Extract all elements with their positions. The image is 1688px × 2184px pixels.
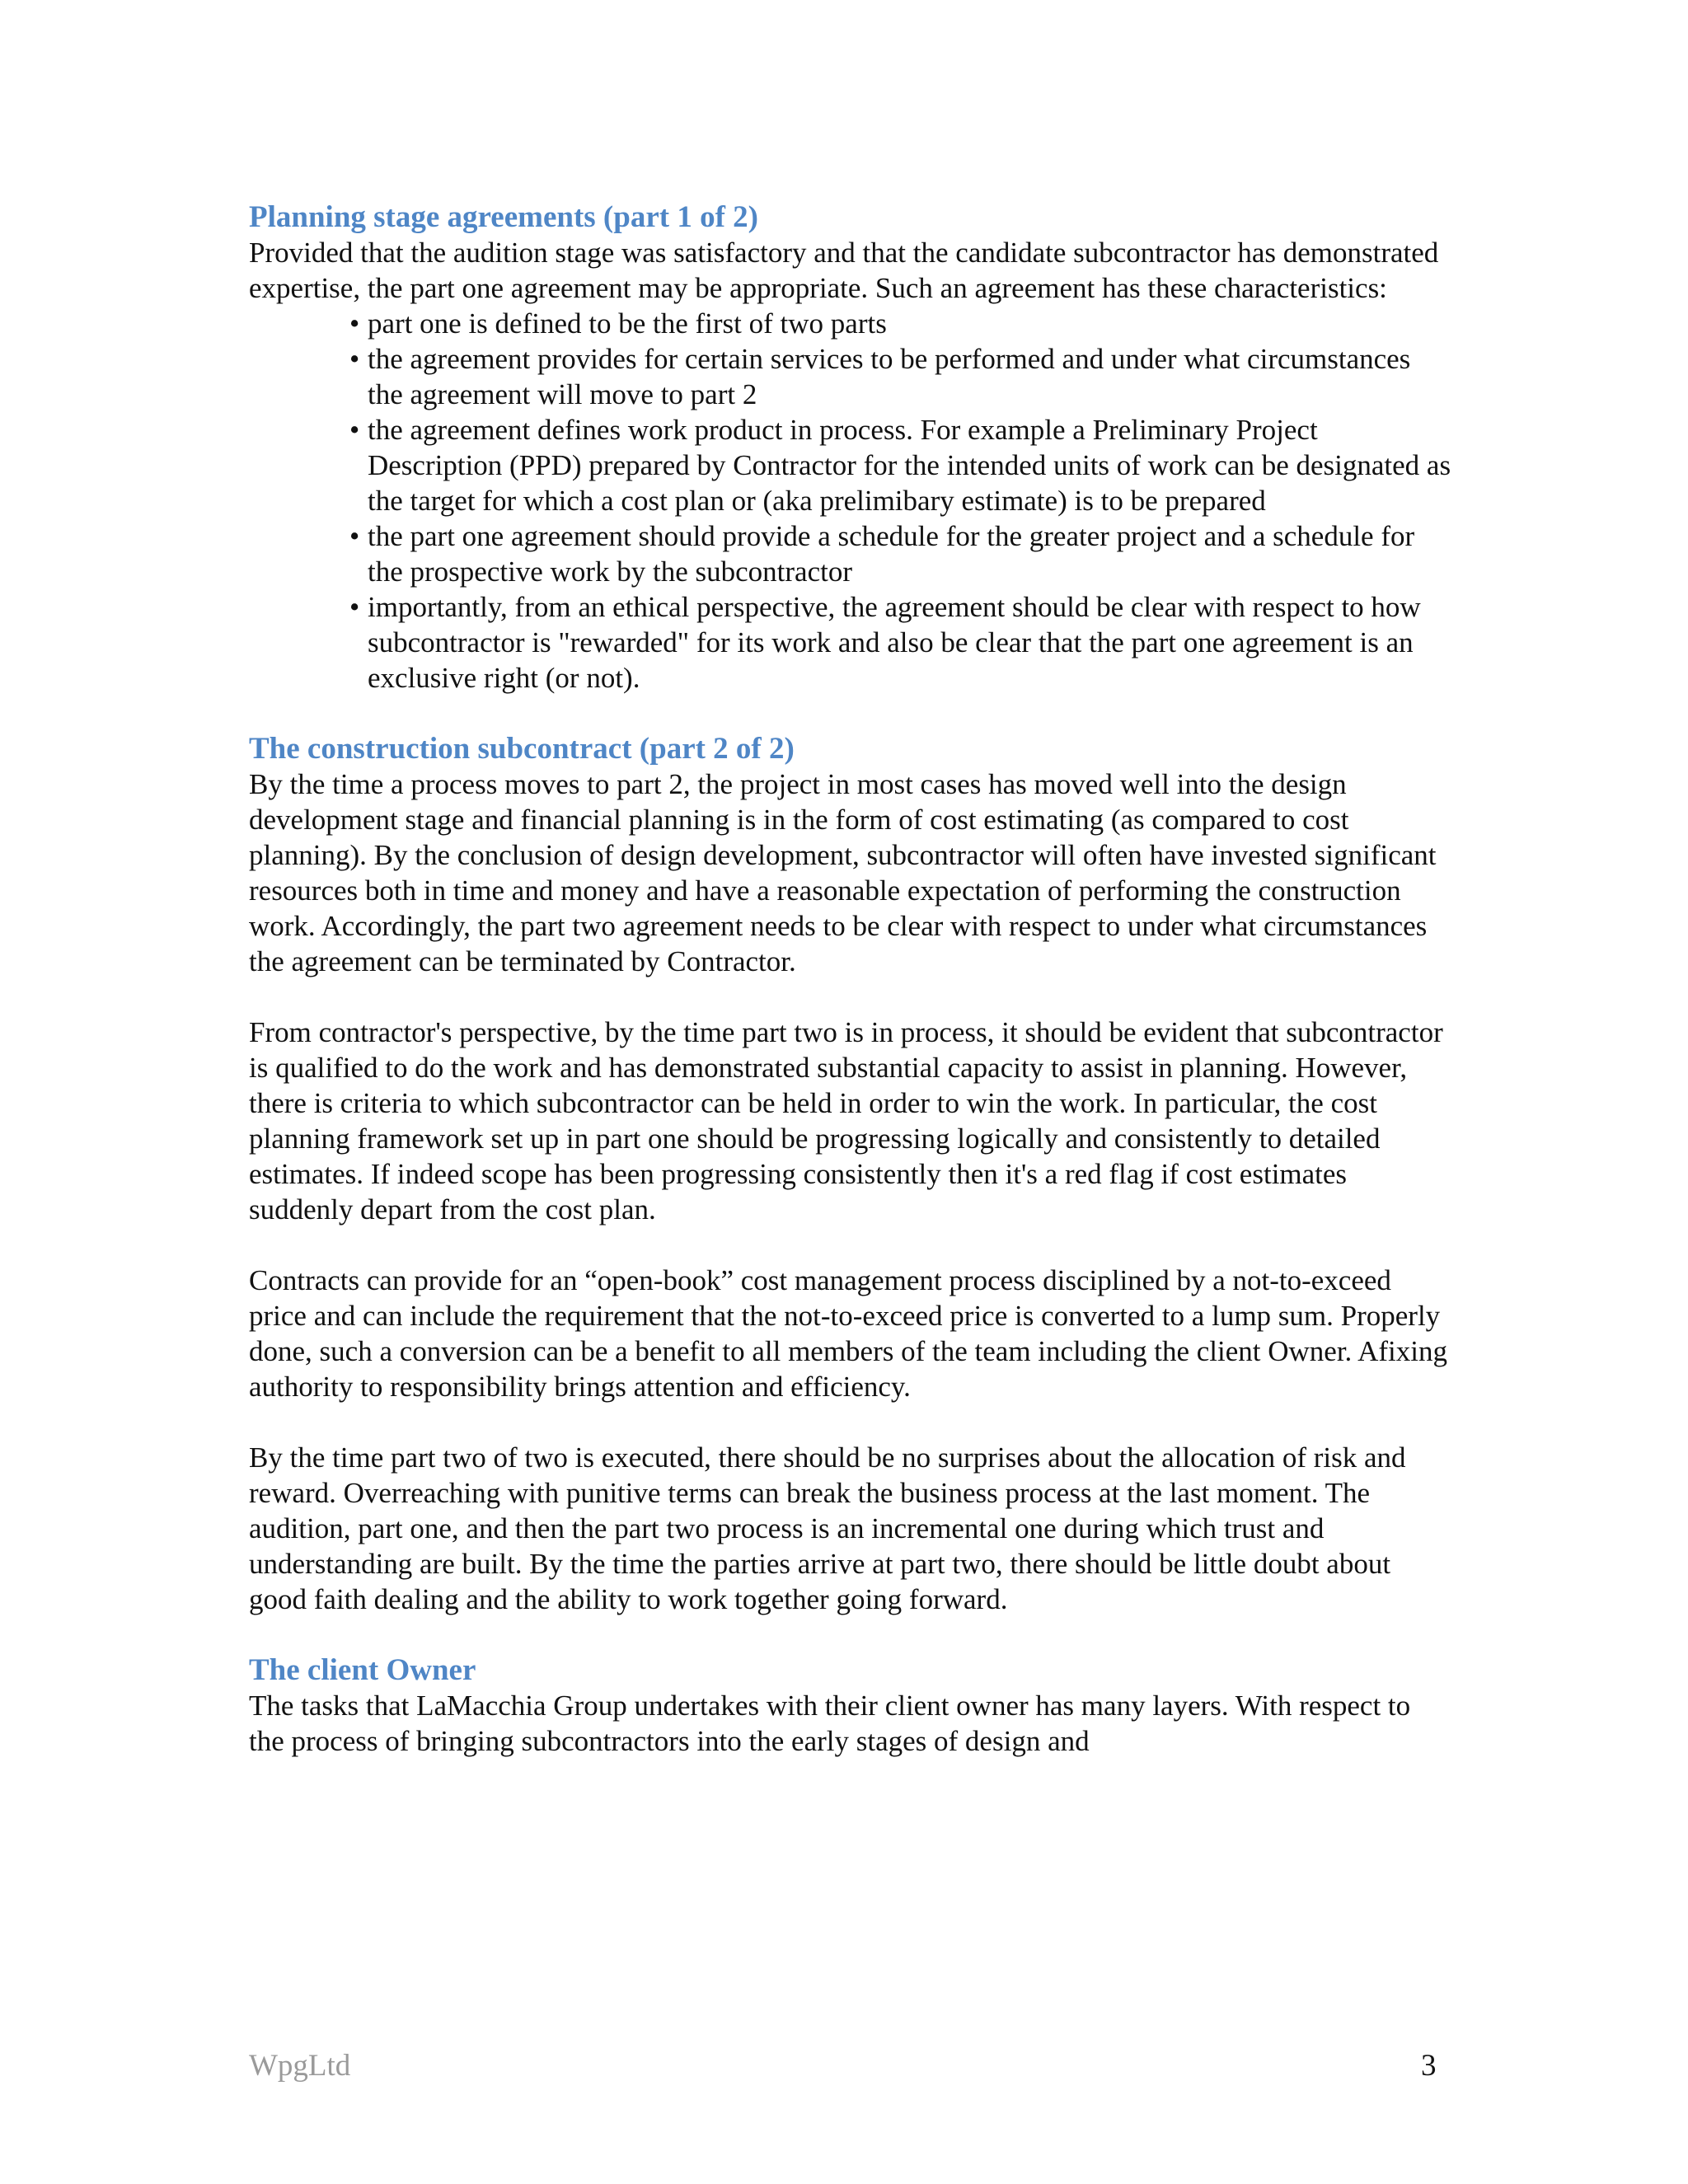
list-item (349, 412, 1452, 518)
document-page (249, 199, 1452, 1759)
list-item-text: part one is defined to be the first of two parts (368, 307, 887, 340)
list-item (349, 306, 1452, 341)
list-item-text: the agreement provides for certain services to be performed and under what circumstances the agreement will move to part 2 (368, 343, 1411, 410)
body-paragraph: The tasks that LaMacchia Group undertakes with their client owner has many layers. With respect to the process of bringing subcontractors into the early stages of design and (249, 1690, 1411, 1757)
footer-company-name: WpgLtd (249, 2049, 351, 2083)
bullet-icon: • (349, 414, 360, 446)
bullet-icon: • (349, 343, 360, 375)
list-item-text: importantly, from an ethical perspective, the agreement should be clear with respect to how subcontractor is "rewarded" for its work and also be clear that the part one agreement is an exclusive right (or not). (368, 591, 1421, 694)
spacer (249, 1617, 1452, 1652)
list-item (349, 589, 1452, 696)
spacer (249, 1227, 1452, 1263)
body-paragraph: Contracts can provide for an “open-book” cost management process disciplined by a not-to-exceed price and can include the requirement that the not-to-exceed price is converted to a lump sum. Properly done, such a conversion can be a benefit to all members of the team including the client Owner. Afixing authority to responsibility brings attention and efficiency. (249, 1264, 1448, 1403)
list-item (349, 341, 1452, 412)
spacer (249, 696, 1452, 731)
section-intro-paragraph: Provided that the audition stage was satisfactory and that the candidate subcontractor has demonstrated expertise, the part one agreement may be appropriate. Such an agreement has these characteristics: (249, 237, 1439, 304)
spacer (249, 1404, 1452, 1440)
bullet-icon: • (349, 591, 360, 623)
section-heading-construction-subcontract: The construction subcontract (part 2 of 2) (249, 732, 795, 766)
section-heading-client-owner: The client Owner (249, 1653, 476, 1687)
bullet-icon: • (349, 307, 360, 340)
characteristics-list (249, 306, 1452, 696)
list-item (349, 518, 1452, 589)
section-heading-planning-stage: Planning stage agreements (part 1 of 2) (249, 200, 758, 234)
list-item-text: the agreement defines work product in process. For example a Preliminary Project Description (PPD) prepared by Contractor for the intended units of work can be designated as the target for which a cost plan or (aka prelimibary estimate) is to be prepared (368, 414, 1451, 517)
body-paragraph: By the time a process moves to part 2, the project in most cases has moved well into the design development stage and financial planning is in the form of cost estimating (as compared to cost planning). By the conclusion of design development, subcontractor will often have invested significant resources both in time and money and have a reasonable expectation of performing the construction work. Accordingly, the part two agreement needs to be clear with respect to under what circumstances the agreement can be terminated by Contractor. (249, 768, 1437, 977)
body-paragraph: From contractor's perspective, by the time part two is in process, it should be evident that subcontractor is qualified to do the work and has demonstrated substantial capacity to assist in planning. However, there is criteria to which subcontractor can be held in order to win the work. In particular, the cost planning framework set up in part one should be progressing logically and consistently to detailed estimates. If indeed scope has been progressing consistently then it's a red flag if cost estimates suddenly depart from the cost plan. (249, 1016, 1443, 1226)
bullet-icon: • (349, 520, 360, 552)
page-number: 3 (1421, 2049, 1437, 2083)
list-item-text: the part one agreement should provide a schedule for the greater project and a schedule for the prospective work by the subcontractor (368, 520, 1415, 588)
spacer (249, 979, 1452, 1015)
body-paragraph: By the time part two of two is executed, there should be no surprises about the allocation of risk and reward. Overreaching with punitive terms can break the business process at the last moment. The audition, part one, and then the part two process is an incremental one during which trust and understanding are built. By the time the parties arrive at part two, there should be little doubt about good faith dealing and the ability to work together going forward. (249, 1441, 1406, 1615)
